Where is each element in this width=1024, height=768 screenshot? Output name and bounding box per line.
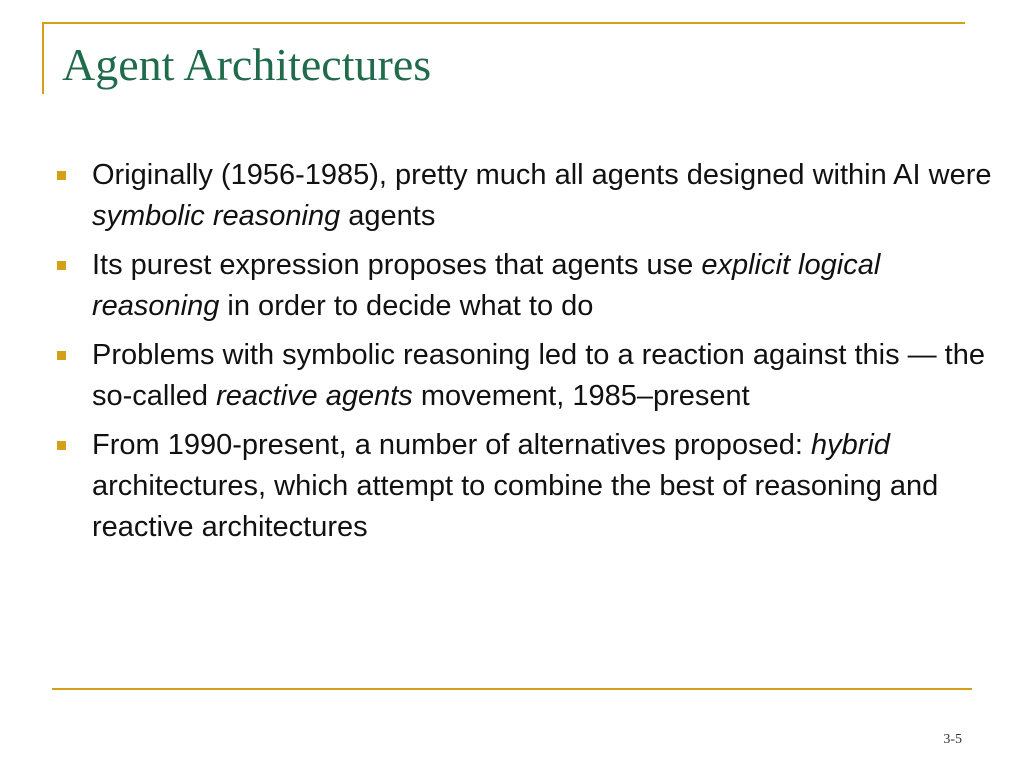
slide-title: Agent Architectures — [62, 39, 432, 90]
emphasis-run: reactive agents — [216, 380, 413, 412]
page-number: 3-5 — [943, 732, 962, 747]
bullet-item — [56, 155, 1006, 237]
bullet-list — [56, 155, 1006, 556]
square-bullet-icon — [57, 261, 66, 270]
emphasis-run: explicit logical reasoning — [92, 249, 881, 322]
text-run: Originally (1956-1985), pretty much all agents designed within AI were — [92, 159, 992, 191]
text-run: Its purest expression proposes that agents use — [92, 249, 702, 281]
bullet-item — [56, 335, 1006, 417]
bullet-text — [92, 249, 880, 322]
text-run: Problems with symbolic reasoning led to a reaction against this — the so-called — [92, 339, 985, 412]
bullet-text — [92, 159, 991, 232]
footer-rule — [52, 688, 972, 690]
square-bullet-icon — [57, 351, 66, 360]
frame-left-rule — [42, 22, 44, 94]
text-run: movement, 1985–present — [412, 380, 750, 412]
emphasis-run: hybrid — [810, 429, 890, 461]
bullet-item — [56, 245, 1006, 327]
text-run: architectures, which attempt to combine the best of reasoning and reactive architectures — [92, 470, 939, 543]
bullet-text — [92, 339, 985, 412]
text-run: agents — [340, 200, 436, 232]
square-bullet-icon — [57, 171, 66, 180]
text-run: From 1990-present, a number of alternatives proposed: — [92, 429, 811, 461]
bullet-text — [92, 429, 938, 543]
frame-top-rule — [42, 22, 965, 24]
text-run: in order to decide what to do — [219, 290, 594, 322]
emphasis-run: symbolic reasoning — [92, 200, 341, 232]
bullet-item — [56, 425, 1006, 548]
square-bullet-icon — [57, 441, 66, 450]
